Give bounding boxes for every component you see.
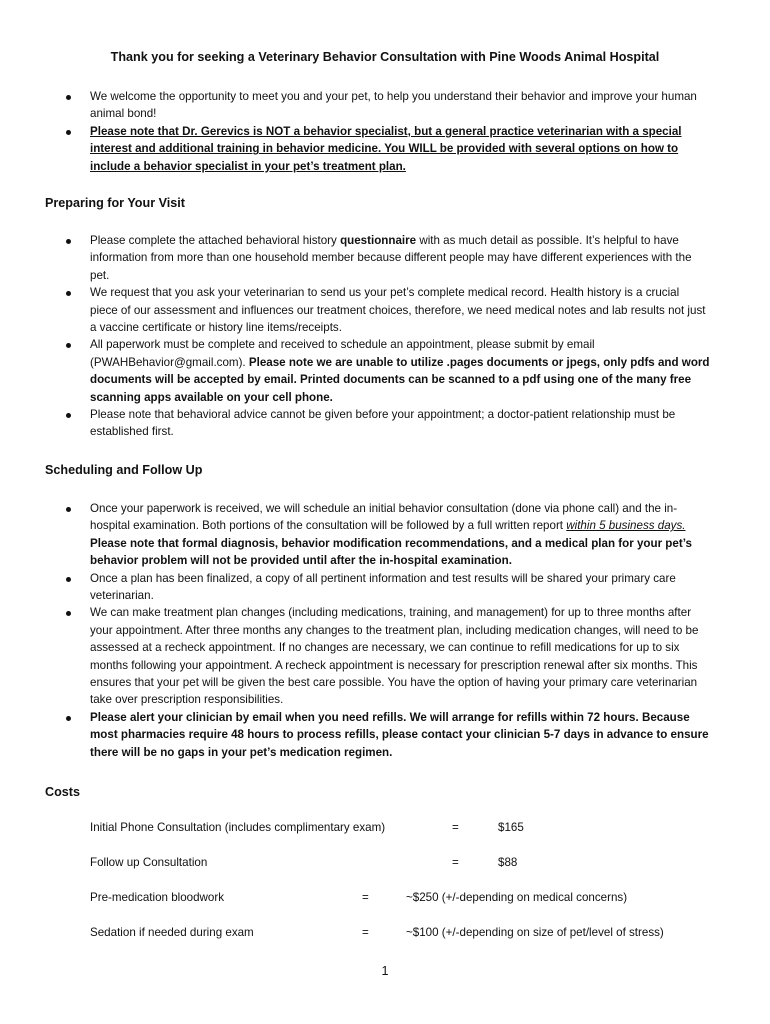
intro-list (0, 88, 770, 175)
bullet-icon (66, 577, 71, 582)
cost-value: $88 (498, 856, 518, 869)
bullet-icon (66, 343, 71, 348)
bullet-icon (66, 507, 71, 512)
cost-value: $165 (498, 821, 524, 834)
cost-label: Initial Phone Consultation (includes complimentary exam) (90, 821, 386, 834)
bullet-icon (66, 95, 71, 100)
list-item: We request that you ask your veterinarian to send us your pet’s complete medical record. Health history is a crucial piece of our assessment and influences our treatment choices, therefore, we need medical notes and lab results not just a vaccine certificate or history line items/receipts. (0, 284, 710, 336)
bullet-icon (66, 611, 71, 616)
cost-equals: = (452, 821, 459, 834)
cost-equals: = (362, 891, 369, 904)
preparing-list (0, 232, 770, 441)
list-item: Please note that behavioral advice cannot be given before your appointment; a doctor-patient relationship must be established first. (0, 406, 710, 441)
list-item: Once a plan has been finalized, a copy of all pertinent information and test results will be shared your primary care veterinarian. (0, 570, 710, 605)
document-title: Thank you for seeking a Veterinary Behavior Consultation with Pine Woods Animal Hospital (110, 50, 660, 64)
bullet-icon (66, 130, 71, 135)
section-heading-costs: Costs (45, 785, 80, 799)
scheduling-list (0, 500, 770, 761)
list-item: We welcome the opportunity to meet you and your pet, to help you understand their behavior and improve your human animal bond! (0, 88, 710, 123)
list-item: All paperwork must be complete and received to schedule an appointment, please submit by email (PWAHBehavior@gmail.com). Please note we are unable to utilize .pages documents or jpegs, only pdfs and word documents will be accepted by email. Printed documents can be scanned to a pdf using one of the many free scanning apps available on your cell phone. (0, 336, 710, 406)
list-item: Please complete the attached behavioral history questionnaire with as much detail as possible. It’s helpful to have information from more than one household member because different people may have different experiences with the pet. (0, 232, 710, 284)
list-item: We can make treatment plan changes (including medications, training, and management) for up to three months after your appointment. After three months any changes to the treatment plan, including medication changes, will need to be assessed at a recheck appointment. If no changes are necessary, we can continue to refill medications for up to six months following your appointment. A recheck appointment is necessary for prescription renewal after six months. This ensures that your pet will be given the best care possible. You have the option of having your primary care veterinarian take over prescription responsibilities. (0, 604, 710, 708)
section-heading-preparing: Preparing for Your Visit (45, 196, 185, 210)
page-number: 1 (381, 964, 389, 978)
bullet-icon (66, 413, 71, 418)
cost-label: Pre-medication bloodwork (90, 891, 225, 904)
cost-equals: = (362, 926, 369, 939)
cost-value: ~$250 (+/-depending on medical concerns) (406, 891, 628, 904)
bullet-icon (66, 239, 71, 244)
cost-value: ~$100 (+/-depending on size of pet/level of stress) (406, 926, 664, 939)
list-item: Please note that Dr. Gerevics is NOT a behavior specialist, but a general practice veterinarian with a special interest and additional training in behavior medicine. You WILL be provided with several options on how to include a behavior specialist in your pet’s treatment plan. (0, 123, 710, 175)
list-item: Once your paperwork is received, we will schedule an initial behavior consultation (done via phone call) and the in-hospital examination. Both portions of the consultation will be followed by a full written report within 5 business days. Please note that formal diagnosis, behavior modification recommendations, and a medical plan for your pet’s behavior problem will not be provided until after the in-hospital examination. (0, 500, 710, 570)
cost-label: Follow up Consultation (90, 856, 208, 869)
bullet-icon (66, 716, 71, 721)
bullet-icon (66, 291, 71, 296)
list-item: Please alert your clinician by email when you need refills. We will arrange for refills within 72 hours. Because most pharmacies require 48 hours to process refills, please contact your clinician 5-7 days in advance to ensure there will be no gaps in your pet’s medication regimen. (0, 709, 710, 761)
section-heading-scheduling: Scheduling and Follow Up (45, 463, 203, 477)
cost-equals: = (452, 856, 459, 869)
cost-label: Sedation if needed during exam (90, 926, 254, 939)
